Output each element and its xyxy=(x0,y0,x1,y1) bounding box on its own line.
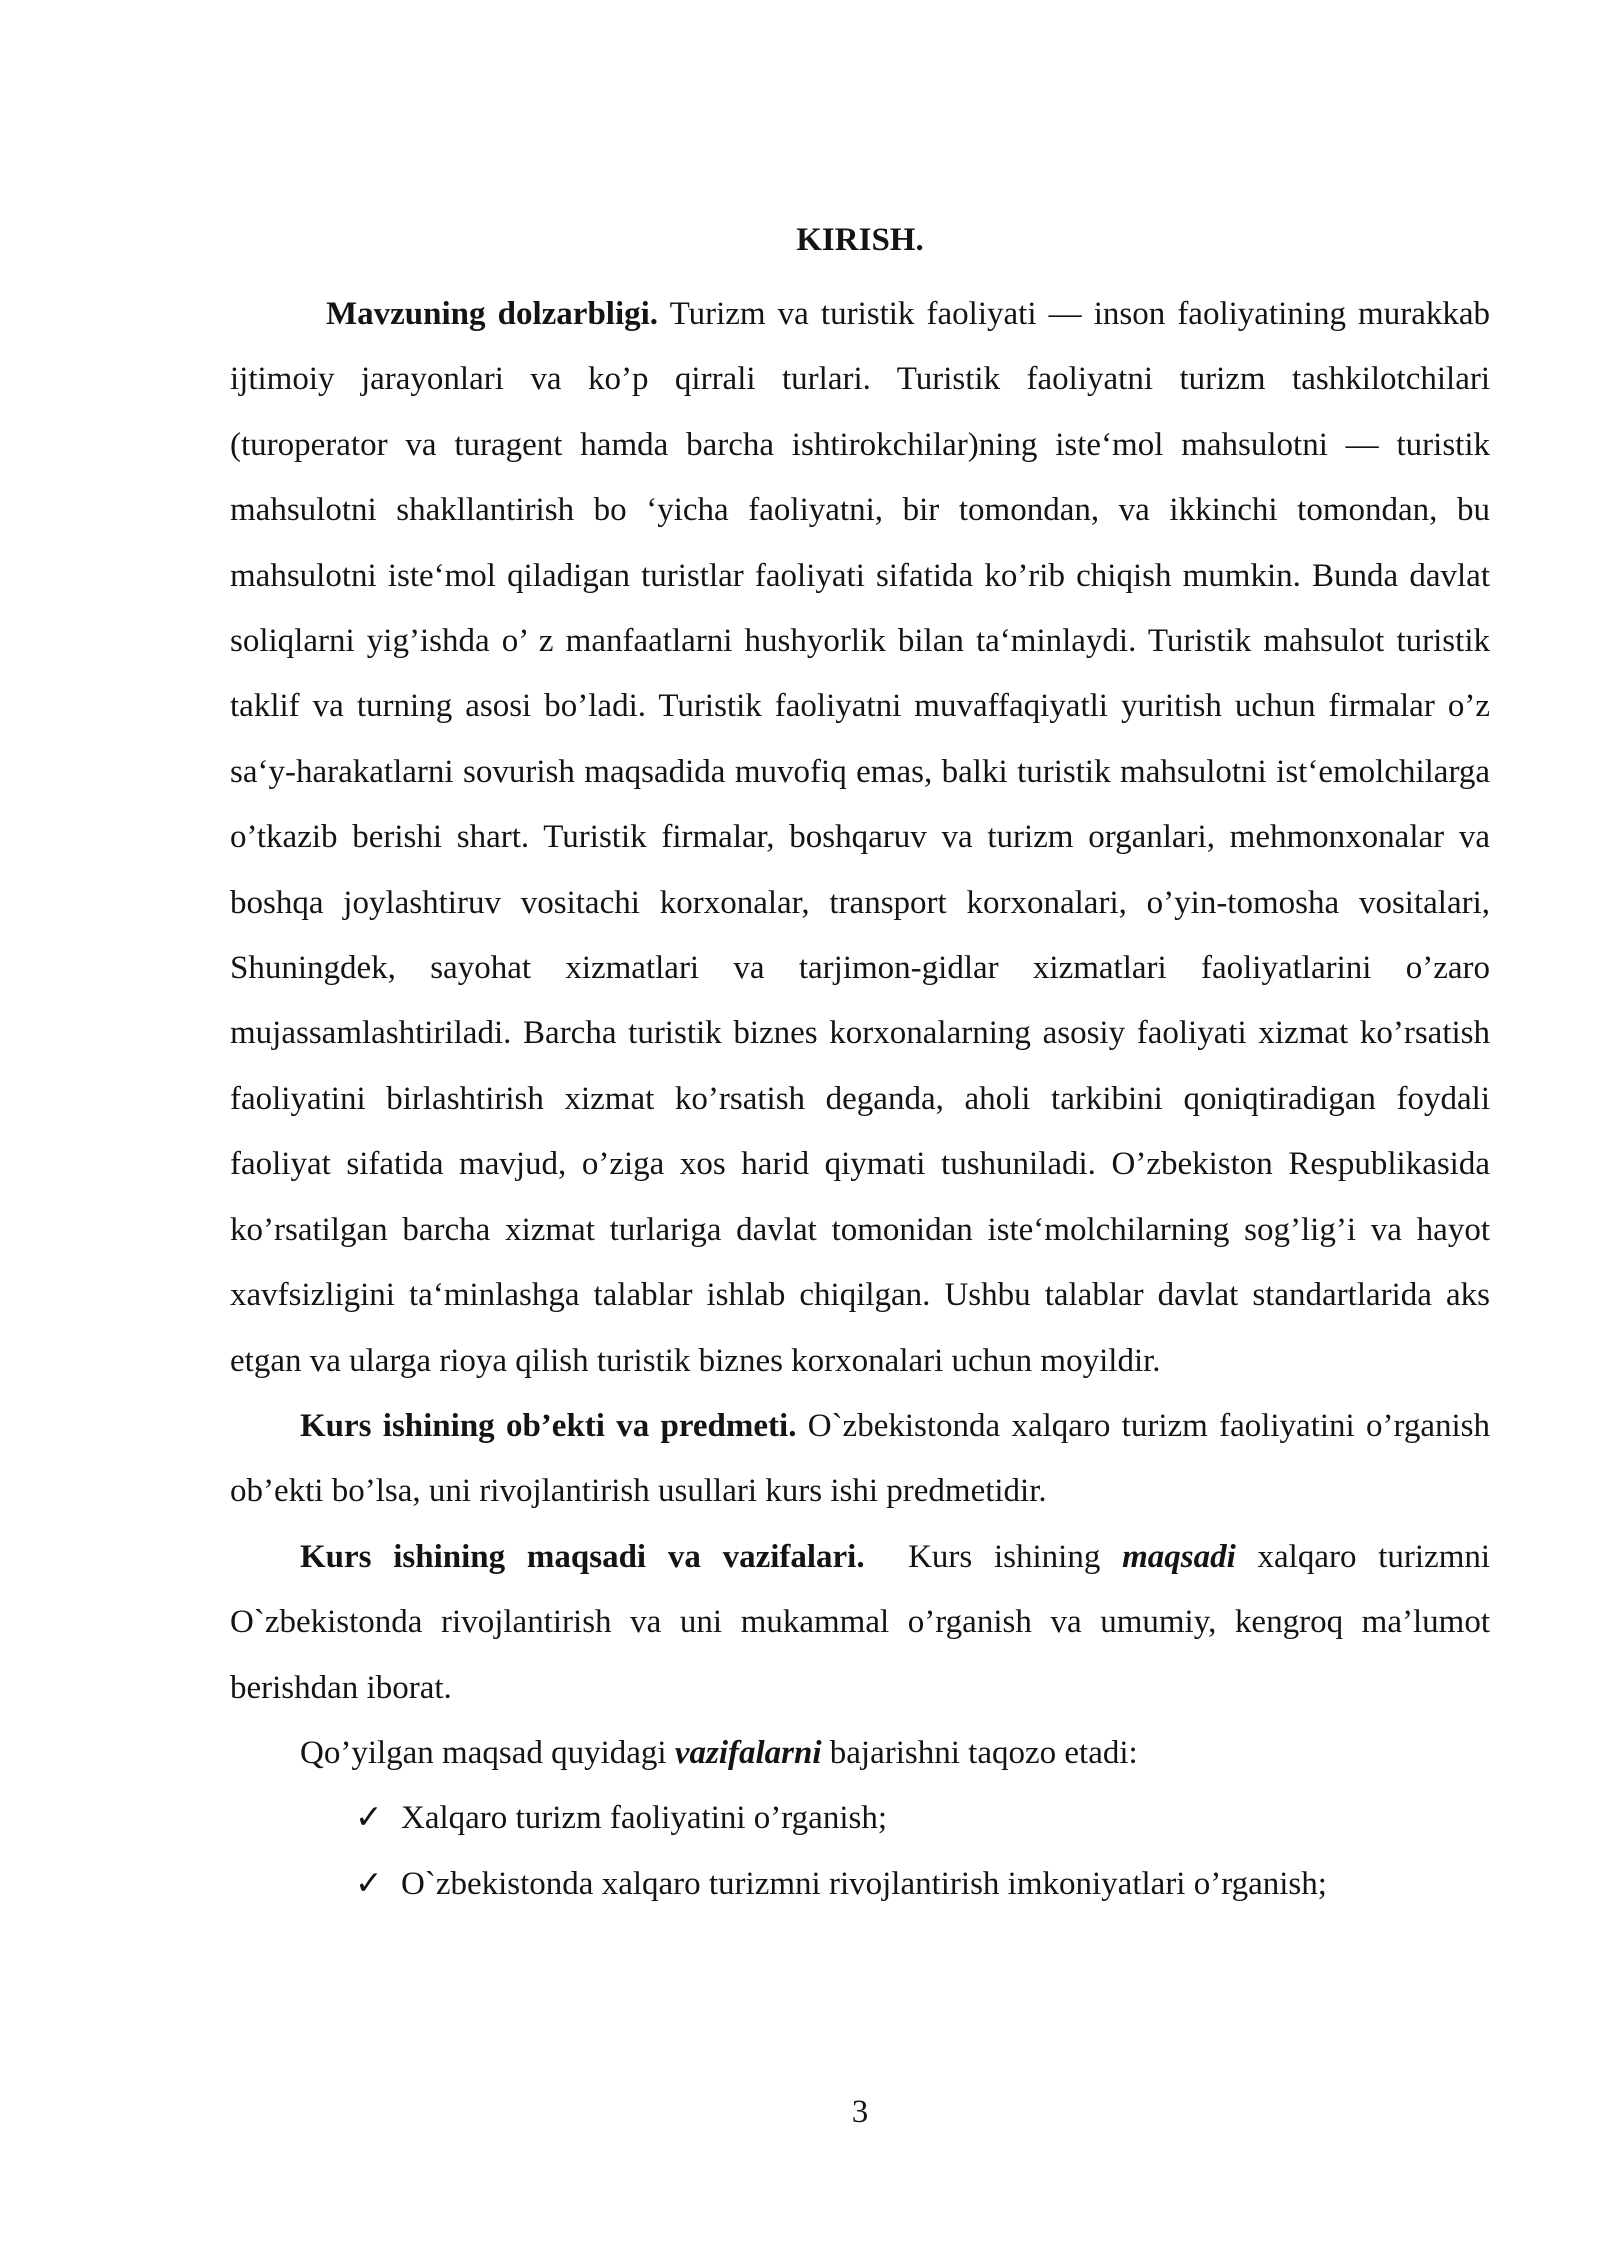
paragraph-tasks-intro xyxy=(230,1721,1490,1786)
paragraph-heading: Kurs ishining maqsadi va vazifalari. xyxy=(300,1538,865,1575)
paragraph-object-subject xyxy=(230,1394,1490,1525)
paragraph-text: O`zbekistonda xalqaro turizm faoliyatini o’rganish ob’ekti bo’lsa, uni rivojlantirish usullari kurs ishi predmetidir. xyxy=(230,1407,1491,1510)
tasks-list xyxy=(230,1786,1490,1917)
checkmark-icon: ✓ xyxy=(355,1865,383,1902)
checkmark-icon: ✓ xyxy=(355,1800,383,1837)
paragraph-text: Turizm va turistik faoliyati — inson faoliyatining murakkab ijtimoiy jarayonlari va ko’p qirrali turlari. Turistik faoliyatni turizm tashkilotchilari (turoperator va turagent hamda barcha ishtirokchilar)ning iste‘mol mahsulotni — turistik mahsulotni shakllantirish bo ‘yicha faoliyatni, bir tomondan, va ikkinchi tomondan, bu mahsulotni iste‘mol qiladigan turistlar faoliyati sifatida ko’rib chiqish mumkin. Bunda davlat soliqlarni yig’ishda o’ z manfaatlarni hushyorlik bilan ta‘minlaydi. Turistik mahsulot turistik taklif va turning asosi bo’ladi. Turistik faoliyatni muvaffaqiyatli yuritish uchun firmalar o’z sa‘y-harakatlarni sovurish maqsadida muvofiq emas, balki turistik mahsulotni ist‘emolchilarga o’tkazib berishi shart. Turistik firmalar, boshqaruv va turizm organlari, mehmonxonalar va boshqa joylashtiruv vositachi korxonalar, transport korxonalari, o’yin-tomosha vositalari, Shuningdek, sayohat xizmatlari va tarjimon-gidlar xizmatlari faoliyatlarini o’zaro mujassamlashtiriladi. Barcha turistik biznes korxonalarning asosiy faoliyati xizmat ko’rsatish faoliyatini birlashtirish xizmat ko’rsatish deganda, aholi tarkibini qoniqtiradigan foydali faoliyat sifatida mavjud, o’ziga xos harid qiymati tushuniladi. O’zbekiston Respublikasida ko’rsatilgan barcha xizmat turlariga davlat tomonidan iste‘molchilarning sog’lig’i va hayot xavfsizligini ta‘minlashga talablar ishlab chiqilgan. Ushbu talablar davlat standartlarida aks etgan va ularga rioya qilish turistik biznes korxonalari uchun moyildir. xyxy=(230,296,1490,1379)
document-body xyxy=(230,282,1490,1917)
paragraph-goal-tasks xyxy=(230,1525,1490,1721)
paragraph-text: xalqaro turizmni O`zbekistonda rivojlantirish va uni mukammal o’rganish va umumiy, kengroq ma’lumot berishdan iborat. xyxy=(230,1538,1491,1706)
page-number: 3 xyxy=(851,2094,869,2130)
paragraph-relevance xyxy=(230,282,1490,1394)
section-title: KIRISH. xyxy=(796,222,924,258)
paragraph-text: Qo’yilgan maqsad quyidagi xyxy=(300,1734,667,1771)
paragraph-text: bajarishni taqozo etadi: xyxy=(829,1734,1138,1771)
emphasis-text: vazifalarni xyxy=(674,1734,822,1771)
paragraph-heading: Mavzuning dolzarbligi. xyxy=(326,296,659,332)
emphasis-text: maqsadi xyxy=(1122,1538,1236,1575)
list-item xyxy=(230,1786,1490,1851)
list-item-text: O`zbekistonda xalqaro turizmni rivojlantirish imkoniyatlari o’rganish; xyxy=(401,1865,1327,1902)
list-item xyxy=(230,1852,1490,1917)
list-item-text: Xalqaro turizm faoliyatini o’rganish; xyxy=(401,1800,888,1837)
paragraph-heading: Kurs ishining ob’ekti va predmeti. xyxy=(300,1407,797,1444)
paragraph-text: Kurs ishining xyxy=(908,1538,1101,1575)
